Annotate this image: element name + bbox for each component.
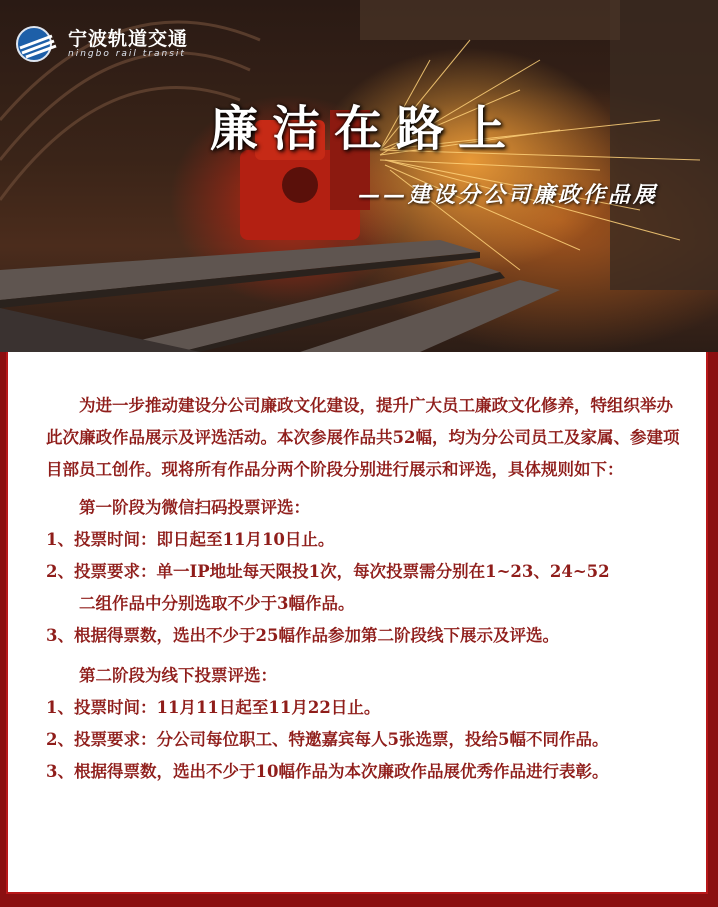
stage2-heading: 第二阶段为线下投票评选： <box>79 666 277 685</box>
stage1-item: 3、根据得票数，选出不少于25幅作品参加第二阶段线下展示及评选。 <box>46 626 559 645</box>
stage1-item: 2、投票要求：单一IP地址每天限投1次，每次投票需分别在1~23、24~52 <box>46 562 610 581</box>
logo <box>12 26 188 62</box>
notice-content <box>46 390 686 788</box>
rail-logo-icon <box>12 26 62 62</box>
stage1-item: 1、投票时间：即日起至11月10日止。 <box>46 530 335 549</box>
stage1-item-continued: 二组作品中分别选取不少于3幅作品。 <box>79 594 355 613</box>
intro-paragraph: 为进一步推动建设分公司廉政文化建设，提升广大员工廉政文化修养，特组织举办此次廉政作品展示及评选活动。本次参展作品共52幅，均为分公司员工及家属、参建项目部员工创作。现将所有作品分两个阶段分别进行展示和评选，具体规则如下： <box>46 396 680 479</box>
stage2-item: 1、投票时间：11月11日起至11月22日止。 <box>46 698 381 717</box>
logo-name-en: ningbo rail transit <box>68 49 186 59</box>
notice-panel <box>6 352 708 894</box>
banner <box>0 0 718 352</box>
logo-name-cn: 宁波轨道交通 <box>68 28 189 50</box>
page-title: 廉洁在路上 <box>209 101 520 157</box>
stage1-heading: 第一阶段为微信扫码投票评选： <box>79 498 310 517</box>
stage2-item: 2、投票要求：分公司每位职工、特邀嘉宾每人5张选票，投给5幅不同作品。 <box>46 730 609 749</box>
stage2-item: 3、根据得票数，选出不少于10幅作品为本次廉政作品展优秀作品进行表彰。 <box>46 762 609 781</box>
page-subtitle: ——建设分公司廉政作品展 <box>358 182 659 208</box>
